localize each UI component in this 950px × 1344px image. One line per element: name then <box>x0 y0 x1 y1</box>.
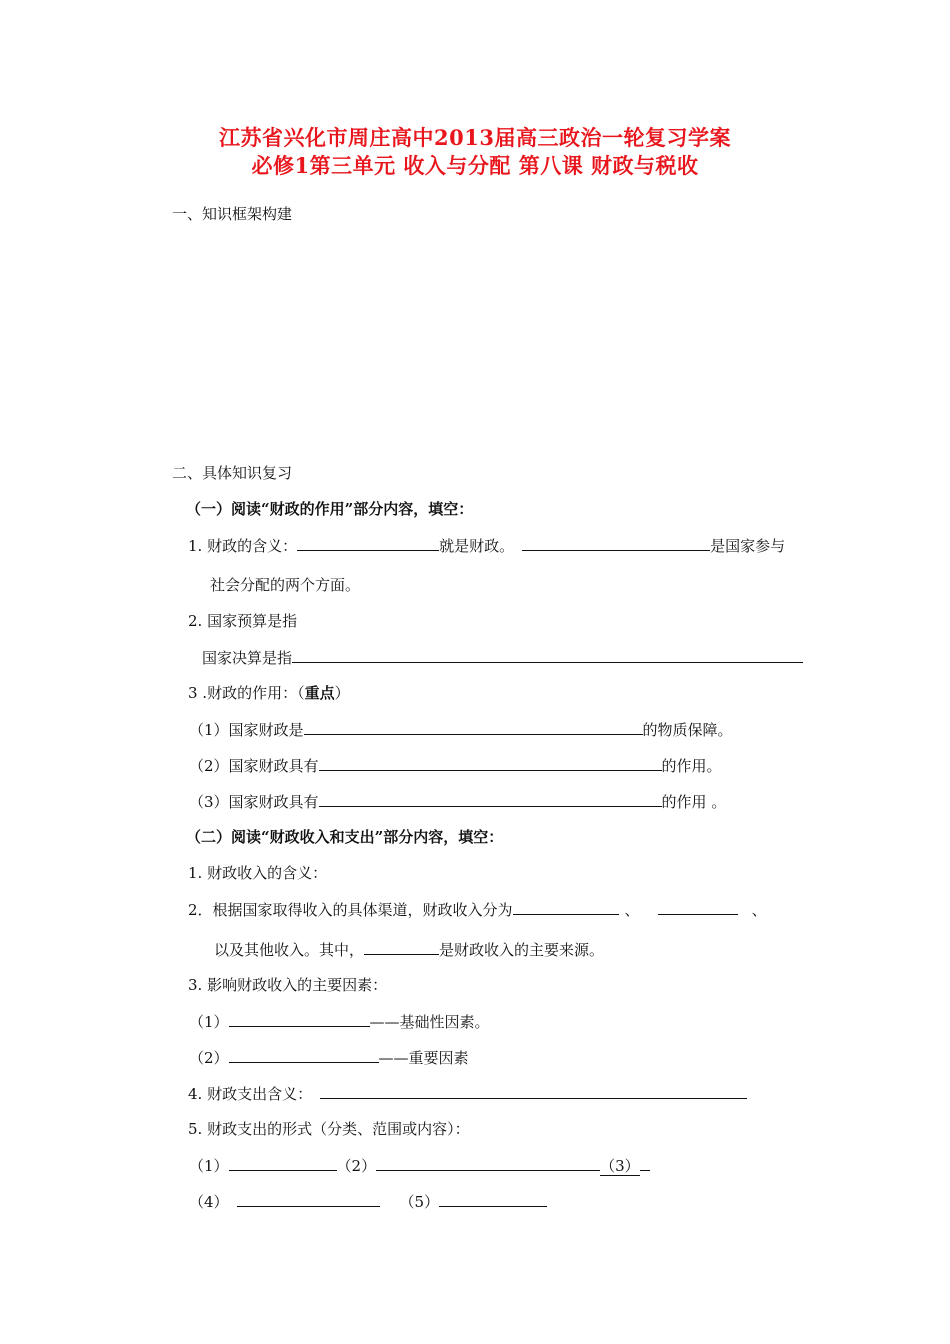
part1-q1-end: 是国家参与 <box>710 537 786 555</box>
part1-q2: 2. 国家预算是指 <box>188 612 298 630</box>
q5-2-label: （2） <box>336 1157 377 1175</box>
part2-q5: 5. 财政支出的形式（分类、范围或内容）： <box>188 1120 470 1138</box>
part2-q5-row2 <box>189 1191 547 1212</box>
blank-finance-aspects[interactable] <box>522 535 710 551</box>
part2-q3-1-end: ——基础性因素。 <box>369 1013 490 1031</box>
part1-q1 <box>188 535 785 556</box>
blank-q3-3[interactable] <box>319 791 662 807</box>
part1-q2b-label: 国家决算是指 <box>202 649 293 667</box>
section1-heading: 一、知识框架构建 <box>172 205 293 223</box>
part1-q3-3-end: 的作用 。 <box>661 793 727 811</box>
part1-q3-3 <box>189 791 726 812</box>
blank-q5-3[interactable] <box>640 1155 650 1171</box>
blank-basic-factor[interactable] <box>229 1011 370 1027</box>
part2-q3-2-label: （2） <box>189 1049 229 1067</box>
part1-q2b <box>202 647 803 668</box>
part2-q1: 1. 财政收入的含义： <box>188 864 328 882</box>
part2-heading: （二）阅读“财政收入和支出”部分内容，填空： <box>186 828 504 846</box>
q5-4-label: （4） <box>189 1193 229 1211</box>
part2-q3-1 <box>189 1011 490 1032</box>
part2-q2-label: 2．根据国家取得收入的具体渠道，财政收入分为 <box>188 901 513 919</box>
part1-q3-2-label: （2）国家财政具有 <box>189 757 319 775</box>
part1-q3-1-label: （1）国家财政是 <box>189 721 304 739</box>
part1-heading: （一）阅读“财政的作用”部分内容，填空： <box>186 500 474 518</box>
part1-q1-cont: 社会分配的两个方面。 <box>210 576 361 594</box>
part2-q4-label: 4. 财政支出含义： <box>188 1085 313 1103</box>
part2-q3-2 <box>189 1047 469 1068</box>
part1-q3-2 <box>189 755 722 776</box>
part2-q4 <box>188 1083 747 1104</box>
part1-q3 <box>188 683 350 703</box>
key-point-label: 重点 <box>304 684 335 702</box>
blank-q5-5[interactable] <box>439 1191 547 1207</box>
q5-1-label: （1） <box>189 1157 229 1175</box>
part1-q1-mid: 就是财政。 <box>439 537 515 555</box>
part2-q2-sep1: 、 <box>624 901 640 919</box>
part2-q2-cont-label: 以及其他收入。其中， <box>214 941 365 959</box>
part2-q3-1-label: （1） <box>189 1013 229 1031</box>
part2-q2 <box>188 899 767 920</box>
part1-q3-close: ） <box>334 684 350 702</box>
part1-q3-2-end: 的作用。 <box>661 757 722 775</box>
blank-q5-2[interactable] <box>376 1155 600 1171</box>
part2-q3: 3. 影响财政收入的主要因素： <box>188 976 388 994</box>
blank-finance-definition[interactable] <box>297 535 439 551</box>
blank-revenue-type-1[interactable] <box>513 899 619 915</box>
blank-expenditure-definition[interactable] <box>320 1083 747 1099</box>
document-title-line1: 江苏省兴化市周庄高中2013届高三政治一轮复习学案 <box>219 125 731 150</box>
q5-5-label: （5） <box>399 1193 440 1211</box>
part1-q3-3-label: （3）国家财政具有 <box>189 793 319 811</box>
part2-q2-sep2: 、 <box>751 901 767 919</box>
section2-heading: 二、具体知识复习 <box>172 464 293 482</box>
part1-q3-1 <box>189 719 733 740</box>
part1-q3-label: 3 .财政的作用：（ <box>188 684 305 702</box>
part2-q5-row1 <box>189 1155 650 1176</box>
part1-q1-label: 1. 财政的含义： <box>188 537 298 555</box>
blank-q5-4[interactable] <box>237 1191 380 1207</box>
blank-q3-1[interactable] <box>304 719 643 735</box>
q5-3-label: （3） <box>600 1157 640 1175</box>
part2-q2-cont-end: 是财政收入的主要来源。 <box>439 941 605 959</box>
blank-main-source[interactable] <box>364 939 439 955</box>
part2-q2-cont <box>214 939 604 960</box>
blank-final-accounts[interactable] <box>292 647 803 663</box>
document-title-line2: 必修1第三单元 收入与分配 第八课 财政与税收 <box>251 153 699 178</box>
blank-important-factor[interactable] <box>229 1047 379 1063</box>
part1-q3-1-end: 的物质保障。 <box>642 721 733 739</box>
part2-q3-2-end: ——重要因素 <box>378 1049 469 1067</box>
blank-revenue-type-2[interactable] <box>658 899 738 915</box>
blank-q5-1[interactable] <box>229 1155 337 1171</box>
blank-q3-2[interactable] <box>319 755 662 771</box>
